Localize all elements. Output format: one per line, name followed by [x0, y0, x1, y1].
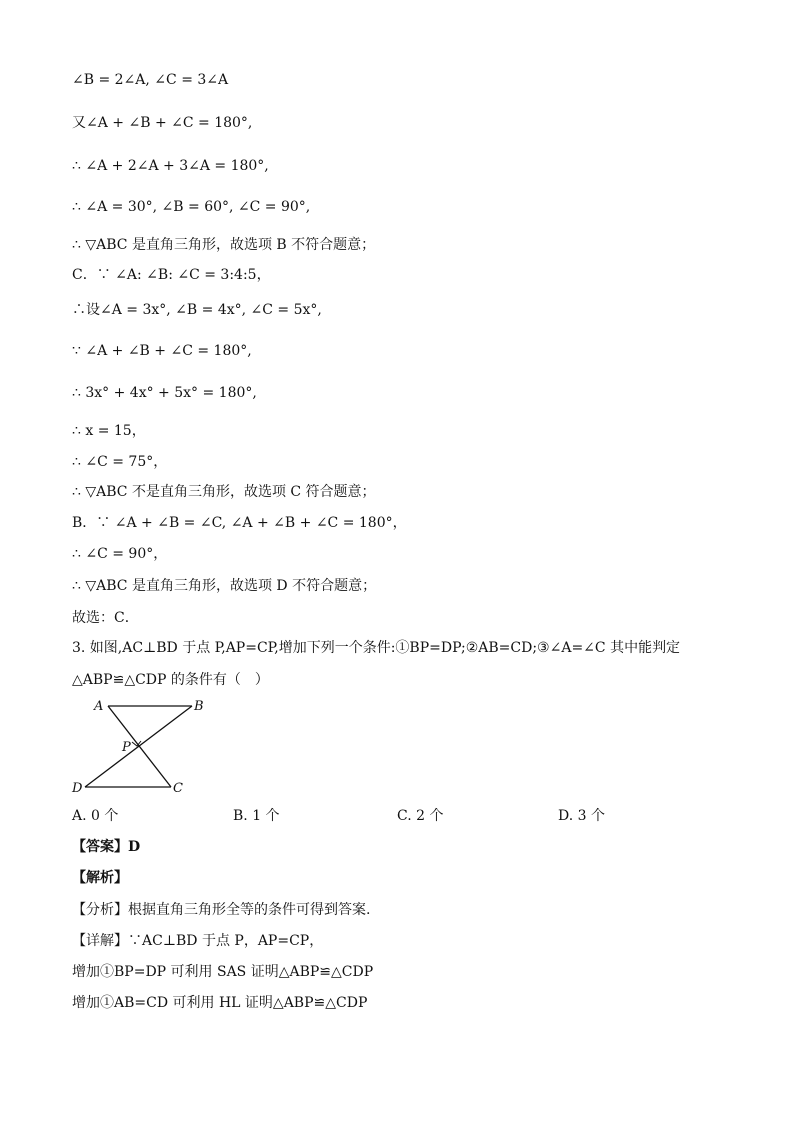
solution-line-4: ∴ ∠A = 30°, ∠B = 60°, ∠C = 90°,: [72, 199, 311, 215]
label-a: A: [94, 699, 104, 714]
label-b: B: [194, 699, 204, 714]
solution-line-2: 又∠A + ∠B + ∠C = 180°,: [72, 115, 253, 131]
solution-line-10: ∴ x = 15，: [72, 423, 146, 439]
analysis-line: 【分析】根据直角三角形全等的条件可得到答案.: [72, 902, 371, 918]
label-d: D: [72, 781, 83, 796]
solution-line-7: ∴设∠A = 3x°, ∠B = 4x°, ∠C = 5x°,: [72, 302, 322, 318]
solution-line-6: C．∵ ∠A: ∠B: ∠C = 3:4:5，: [72, 267, 271, 283]
solution-line-5: ∴ ▽ABC 是直角三角形，故选项 B 不符合题意；: [72, 237, 376, 253]
geometry-figure: [70, 696, 210, 800]
option-c: C. 2 个: [397, 808, 444, 824]
question-text-line2: △ABP≌△CDP 的条件有（ ）: [72, 672, 269, 688]
detail-add-2: 增加①AB=CD 可利用 HL 证明△ABP≌△CDP: [72, 995, 368, 1011]
segment-bd: [85, 706, 192, 787]
solution-line-16: 故选：C．: [72, 610, 139, 626]
label-c: C: [173, 781, 183, 796]
detail-line: 【详解】∵AC⊥BD 于点 P，AP=CP，: [72, 933, 324, 949]
solution-line-12: ∴ ▽ABC 不是直角三角形，故选项 C 符合题意；: [72, 484, 376, 500]
solution-line-3: ∴ ∠A + 2∠A + 3∠A = 180°,: [72, 158, 269, 174]
solution-line-11: ∴ ∠C = 75°，: [72, 454, 168, 470]
solution-line-13: B．∵ ∠A + ∠B = ∠C, ∠A + ∠B + ∠C = 180°，: [72, 515, 407, 531]
solution-line-15: ∴ ▽ABC 是直角三角形，故选项 D 不符合题意；: [72, 578, 377, 594]
solution-line-14: ∴ ∠C = 90°，: [72, 546, 168, 562]
analysis-heading: 【解析】: [72, 870, 128, 886]
option-d: D. 3 个: [558, 808, 605, 824]
solution-line-1: ∠B = 2∠A, ∠C = 3∠A: [72, 72, 229, 88]
option-a: A. 0 个: [72, 808, 119, 824]
label-p: P: [122, 740, 131, 755]
answer-line: 【答案】D: [72, 839, 141, 855]
detail-add-1: 增加①BP=DP 可利用 SAS 证明△ABP≌△CDP: [72, 964, 374, 980]
solution-line-9: ∴ 3x° + 4x° + 5x° = 180°,: [72, 385, 257, 401]
question-text-line1: 3. 如图,AC⊥BD 于点 P,AP=CP,增加下列一个条件:①BP=DP;②AB=CD;③∠A=∠C 其中能判定: [72, 640, 681, 656]
solution-line-8: ∵ ∠A + ∠B + ∠C = 180°,: [72, 343, 252, 359]
option-b: B. 1 个: [233, 808, 280, 824]
